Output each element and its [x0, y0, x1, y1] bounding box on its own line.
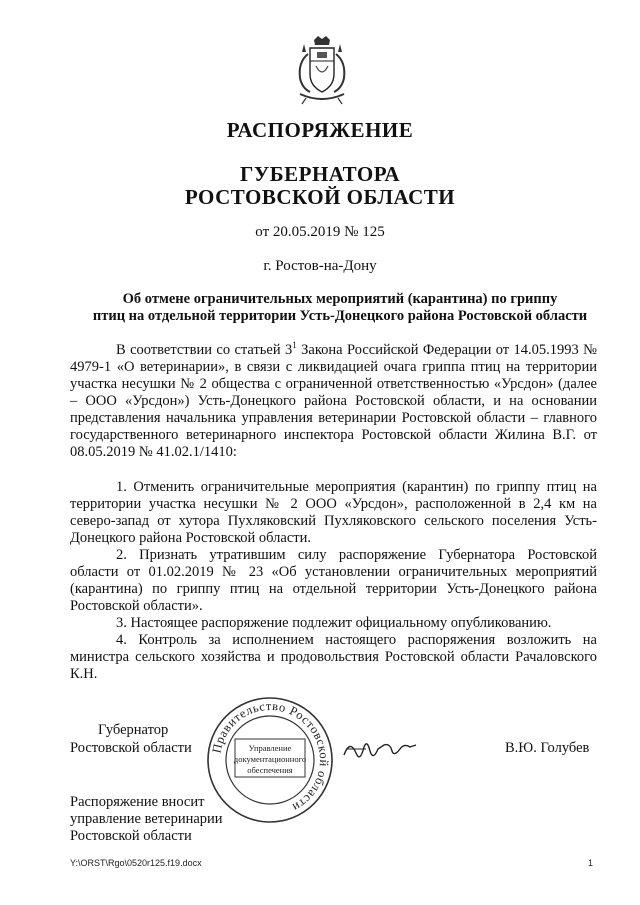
preamble-superscript: 1: [292, 340, 297, 351]
signatory-title-line1: Губернатор: [98, 722, 169, 738]
order-item-3: 3. Настоящее распоряжение подлежит официальному опубликованию.: [116, 615, 552, 631]
signatory-name: В.Ю. Голубев: [505, 740, 590, 756]
submitted-by-line3: Ростовской области: [70, 828, 192, 844]
submitted-by: [70, 794, 223, 845]
subject-line2: птиц на отдельной территории Усть-Донецкого района Ростовской области: [92, 308, 588, 324]
subject-line1: Об отмене ограничительных мероприятий (карантина) по гриппу: [122, 291, 558, 307]
order-item-2: 2. Признать утратившим силу распоряжение Губернатора Ростовской области от 01.02.2019 № 23 «Об установлении ограничительных мероприятий (карантина) по гриппу птиц на отдельной территории Усть-Донецкого района Ростовской области».: [70, 547, 597, 614]
submitted-by-line1: Распоряжение вносит: [70, 794, 205, 810]
submitted-by-line2: управление ветеринарии: [70, 811, 223, 827]
issuer-heading-line2: РОСТОВСКОЙ ОБЛАСТИ: [184, 185, 456, 209]
preamble-text-start: В соответствии со статьей 3: [116, 342, 293, 358]
order-items: [70, 479, 597, 683]
page-number: 1: [588, 858, 594, 868]
handwritten-signature: [340, 735, 420, 767]
stamp-inner-line1: Управление: [248, 743, 292, 753]
order-item-1: 1. Отменить ограничительные мероприятия (карантин) по гриппу птиц на территории участка несушки № 2 ООО «Урсдон», расположенной в 2,4 км на северо-запад от хутора Пухляковский Пухляковского сельского поселения Усть-Донецкого района Ростовской области.: [70, 479, 597, 546]
stamp-inner-line2: документационного: [233, 754, 307, 764]
stamp-inner-line3: обеспечения: [247, 765, 293, 775]
subject-title: [80, 291, 600, 325]
coat-of-arms-emblem: [292, 34, 352, 106]
date-number: от 20.05.2019 № 125: [255, 224, 385, 240]
preamble: [70, 342, 597, 461]
issuer-heading-line1: ГУБЕРНАТОРА: [239, 162, 401, 186]
signatory-title-line2: Ростовской области: [70, 740, 192, 756]
place: г. Ростов-на-Дону: [263, 258, 377, 274]
stamp-ring-text: Правительство Ростовской области: [209, 698, 332, 815]
document-type-heading: РАСПОРЯЖЕНИЕ: [226, 118, 414, 142]
order-item-4: 4. Контроль за исполнением настоящего распоряжения возложить на министра сельского хозяйства и продовольствия Ростовской области Рачаловского К.Н.: [70, 632, 597, 682]
official-stamp: [205, 695, 335, 825]
preamble-text-rest: Закона Российской Федерации от 14.05.1993 № 4979-1 «О ветеринарии», в связи с ликвидацией очага гриппа птиц на территории участка несушки № 2 общества с ограниченной ответственностью «Урсдон» (далее – ООО «Урсдон») Усть-Донецкого района Ростовской области, и на основании представления начальника управления ветеринарии Ростовской области – главного государственного ветеринарного инспектора Ростовской области Жилина В.Г. от 08.05.2019 № 41.02.1/1410:: [70, 342, 597, 460]
file-path: Y:\ORST\Rgo\0520r125.f19.docx: [70, 858, 202, 868]
